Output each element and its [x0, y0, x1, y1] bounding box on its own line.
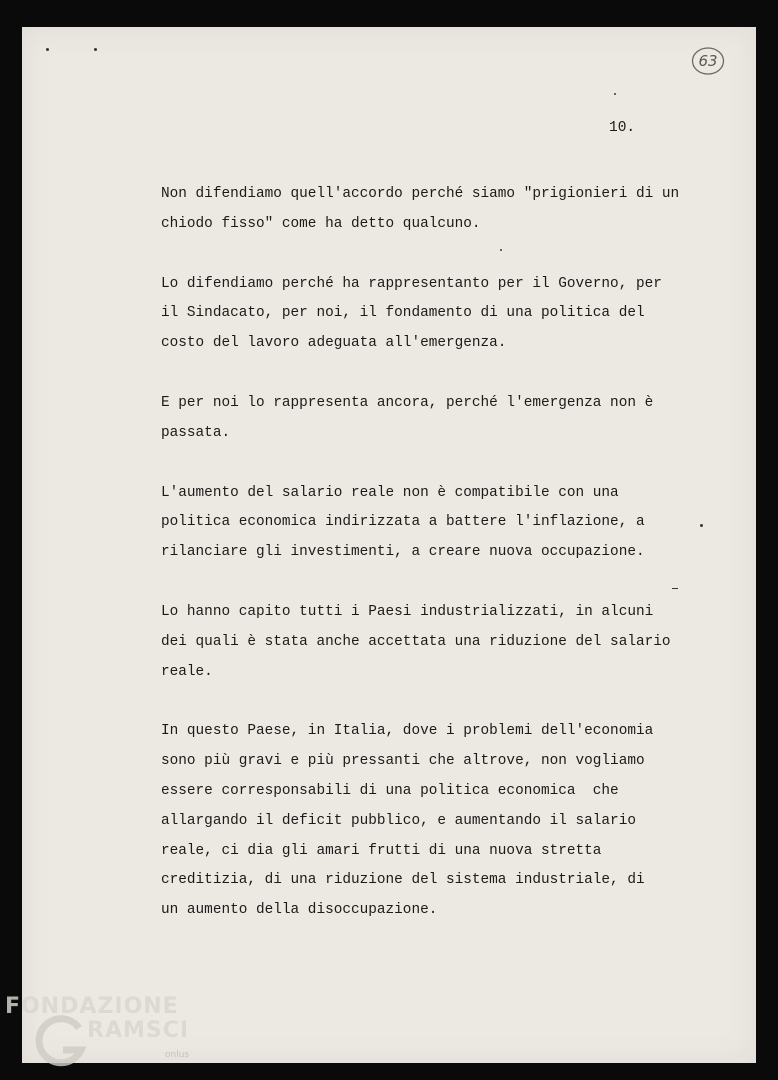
watermark-suffix: onlus	[165, 1050, 190, 1060]
text-line: essere corresponsabili di una politica economica che	[161, 782, 619, 799]
text-line: In questo Paese, in Italia, dove i problemi dell'economia	[161, 723, 654, 740]
archive-folio-stamp	[690, 46, 726, 76]
ink-speck	[614, 93, 616, 95]
paragraph	[161, 270, 721, 359]
text-line: dei quali è stata anche accettata una riduzione del salario	[161, 633, 671, 650]
paragraph	[161, 180, 721, 240]
page-number: 10.	[609, 120, 636, 136]
text-line: il Sindacato, per noi, il fondamento di una politica del	[161, 305, 645, 322]
text-line: costo del lavoro adeguata all'emergenza.	[161, 335, 507, 352]
ink-speck	[94, 48, 97, 51]
text-line: reale, ci dia gli amari frutti di una nuova stretta	[161, 842, 602, 859]
text-line: rilanciare gli investimenti, a creare nuova occupazione.	[161, 544, 645, 561]
paragraph	[161, 479, 721, 568]
text-line: Non difendiamo quell'accordo perché siamo "prigionieri di un	[161, 186, 680, 202]
text-line: allargando il deficit pubblico, e aumentando il salario	[161, 812, 636, 829]
watermark-line1: FONDAZIONE	[5, 994, 179, 1019]
text-line: creditizia, di una riduzione del sistema industriale, di	[161, 872, 645, 889]
folio-number: 63	[698, 52, 718, 70]
ink-speck	[46, 48, 49, 51]
paragraph	[161, 598, 721, 687]
text-line: sono più gravi e più pressanti che altrove, non vogliamo	[161, 753, 645, 770]
text-line: Lo difendiamo perché ha rappresentanto per il Governo, per	[161, 275, 662, 292]
text-line: L'aumento del salario reale non è compatibile con una	[161, 484, 619, 501]
text-line: Lo hanno capito tutti i Paesi industrializzati, in alcuni	[161, 603, 654, 620]
text-line: chiodo fisso" come ha detto qualcuno.	[161, 215, 481, 232]
foundation-watermark	[5, 994, 195, 1074]
watermark-g-logo-icon	[33, 1014, 89, 1070]
text-line: politica economica indirizzata a battere l'inflazione, a	[161, 514, 645, 531]
text-line: E per noi lo rappresenta ancora, perché l'emergenza non è	[161, 394, 654, 411]
paragraph	[161, 389, 721, 449]
text-line: un aumento della disoccupazione.	[161, 902, 438, 919]
text-line: passata.	[161, 424, 231, 441]
paragraph	[161, 717, 721, 926]
watermark-line2: RAMSCI	[87, 1018, 190, 1043]
document-body	[161, 180, 721, 956]
text-line: reale.	[161, 663, 213, 680]
